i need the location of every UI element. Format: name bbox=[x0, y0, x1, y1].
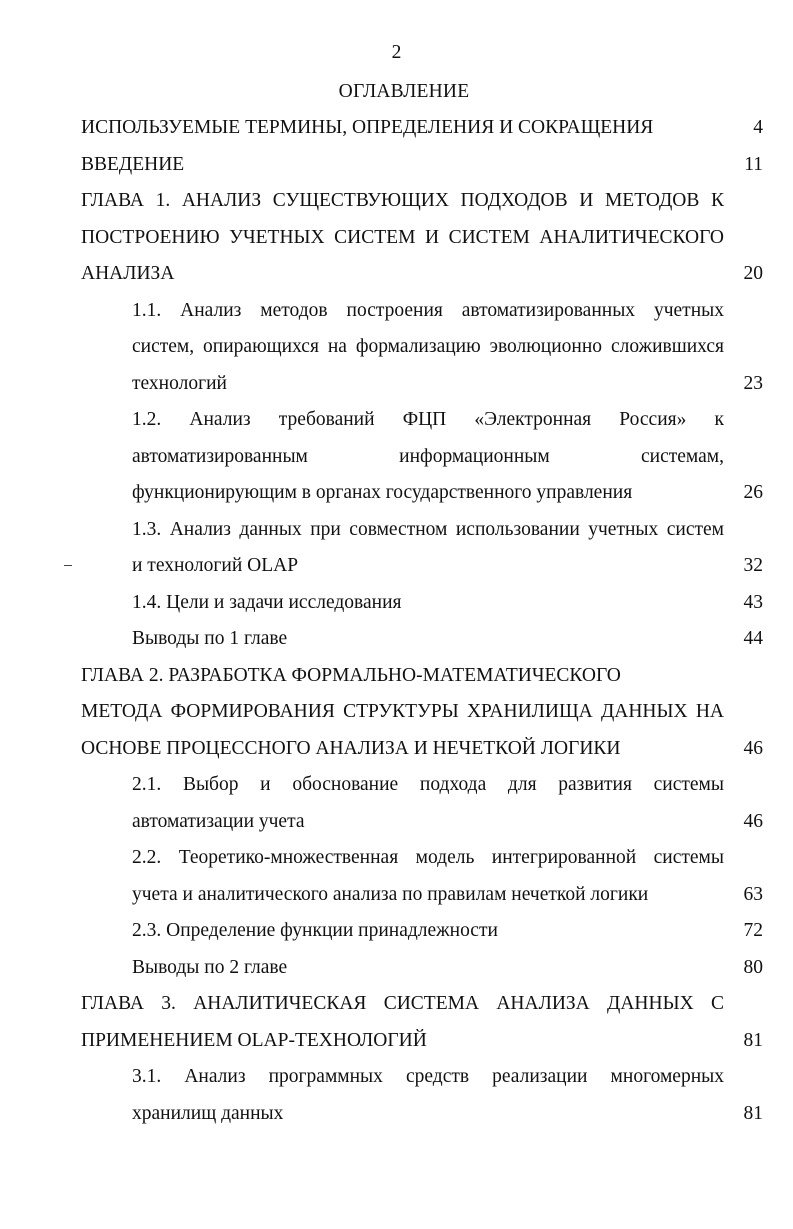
toc-entry-section-1-3[interactable] bbox=[132, 512, 763, 585]
toc-entry-conclusions-1[interactable] bbox=[132, 621, 763, 658]
toc-page-number: 46 bbox=[743, 737, 763, 759]
toc-entry-section-1-2[interactable] bbox=[132, 402, 763, 512]
toc-entry-text: 2.2. Теоретико-множественная модель интегрированной системы bbox=[132, 847, 724, 868]
toc-entry-text: Выводы по 2 главе bbox=[132, 956, 288, 978]
toc-page-number: 81 bbox=[743, 1029, 763, 1051]
toc-entry-section-1-1[interactable] bbox=[132, 293, 763, 403]
toc-entry-text: АНАЛИЗА bbox=[81, 263, 175, 284]
toc-entry-conclusions-2[interactable] bbox=[132, 950, 763, 987]
toc-entry-text: Выводы по 1 главе bbox=[132, 628, 288, 649]
toc-page-number: 20 bbox=[743, 263, 763, 284]
toc-entry-chapter-3[interactable] bbox=[81, 986, 763, 1059]
toc-entry-section-2-1[interactable] bbox=[132, 767, 763, 840]
table-of-contents bbox=[81, 110, 763, 1132]
toc-entry-text: МЕТОДА ФОРМИРОВАНИЯ СТРУКТУРЫ ХРАНИЛИЩА ДАННЫХ НА bbox=[81, 701, 724, 722]
toc-entry-text: автоматизированным информационным системам, bbox=[132, 445, 724, 467]
toc-entry-text: учета и аналитического анализа по правилам нечеткой логики bbox=[132, 883, 649, 905]
toc-entry-text: ВВЕДЕНИЕ bbox=[81, 153, 185, 175]
toc-page-number: 63 bbox=[743, 883, 763, 905]
toc-entry-chapter-1[interactable] bbox=[81, 183, 763, 293]
toc-entry-text: 2.3. Определение функции принадлежности bbox=[132, 920, 498, 941]
toc-page-number: 46 bbox=[743, 810, 763, 832]
toc-page-number: 43 bbox=[743, 591, 763, 613]
toc-entry-text: 1.4. Цели и задачи исследования bbox=[132, 591, 402, 613]
toc-entry-text: систем, опирающихся на формализацию эволюционно сложившихся bbox=[132, 336, 724, 357]
toc-entry-text: автоматизации учета bbox=[132, 810, 305, 832]
page-number: 2 bbox=[391, 42, 402, 63]
toc-entry-text: и технологий OLAP bbox=[132, 555, 299, 576]
margin-mark bbox=[64, 565, 72, 566]
toc-entry-terms[interactable] bbox=[81, 110, 763, 147]
toc-entry-text: ГЛАВА 3. АНАЛИТИЧЕСКАЯ СИСТЕМА АНАЛИЗА ДАННЫХ С bbox=[81, 993, 724, 1014]
toc-page-number: 81 bbox=[743, 1102, 763, 1124]
toc-entry-text: ПРИМЕНЕНИЕМ OLAP-ТЕХНОЛОГИЙ bbox=[81, 1029, 427, 1051]
toc-entry-section-3-1[interactable] bbox=[132, 1059, 763, 1132]
toc-page-number: 32 bbox=[743, 555, 763, 576]
toc-entry-introduction[interactable] bbox=[81, 147, 763, 184]
toc-entry-section-2-2[interactable] bbox=[132, 840, 763, 913]
toc-entry-text: ИСПОЛЬЗУЕМЫЕ ТЕРМИНЫ, ОПРЕДЕЛЕНИЯ И СОКРАЩЕНИЯ bbox=[81, 117, 654, 138]
toc-page-number: 26 bbox=[743, 482, 763, 503]
toc-page-number: 44 bbox=[743, 628, 763, 649]
toc-page-number: 72 bbox=[743, 920, 763, 941]
toc-entry-text: ГЛАВА 1. АНАЛИЗ СУЩЕСТВУЮЩИХ ПОДХОДОВ И МЕТОДОВ К bbox=[81, 190, 724, 211]
toc-entry-text: хранилищ данных bbox=[132, 1102, 284, 1124]
toc-entry-text: 3.1. Анализ программных средств реализации многомерных bbox=[132, 1066, 724, 1087]
toc-page-number: 11 bbox=[744, 153, 763, 175]
toc-entry-text: 1.2. Анализ требований ФЦП «Электронная Россия» к bbox=[132, 409, 724, 430]
toc-entry-text: ГЛАВА 2. РАЗРАБОТКА ФОРМАЛЬНО-МАТЕМАТИЧЕСКОГО bbox=[81, 664, 621, 686]
toc-page-number: 23 bbox=[743, 372, 763, 394]
toc-entry-text: 1.1. Анализ методов построения автоматизированных учетных bbox=[132, 299, 724, 321]
toc-entry-chapter-2[interactable] bbox=[81, 658, 763, 768]
toc-entry-text: ОСНОВЕ ПРОЦЕССНОГО АНАЛИЗА И НЕЧЕТКОЙ ЛОГИКИ bbox=[81, 737, 621, 759]
toc-entry-section-1-4[interactable] bbox=[132, 585, 763, 622]
toc-entry-text: функционирующим в органах государственного управления bbox=[132, 482, 633, 503]
toc-entry-text: 1.3. Анализ данных при совместном использовании учетных систем bbox=[132, 518, 724, 540]
toc-page-number: 80 bbox=[743, 956, 763, 978]
toc-entry-text: технологий bbox=[132, 372, 227, 394]
toc-entry-text: ПОСТРОЕНИЮ УЧЕТНЫХ СИСТЕМ И СИСТЕМ АНАЛИТИЧЕСКОГО bbox=[81, 226, 724, 248]
page-title: ОГЛАВЛЕНИЕ bbox=[338, 81, 470, 102]
toc-entry-section-2-3[interactable] bbox=[132, 913, 763, 950]
toc-page-number: 4 bbox=[753, 117, 763, 138]
toc-entry-text: 2.1. Выбор и обоснование подхода для развития системы bbox=[132, 774, 724, 795]
